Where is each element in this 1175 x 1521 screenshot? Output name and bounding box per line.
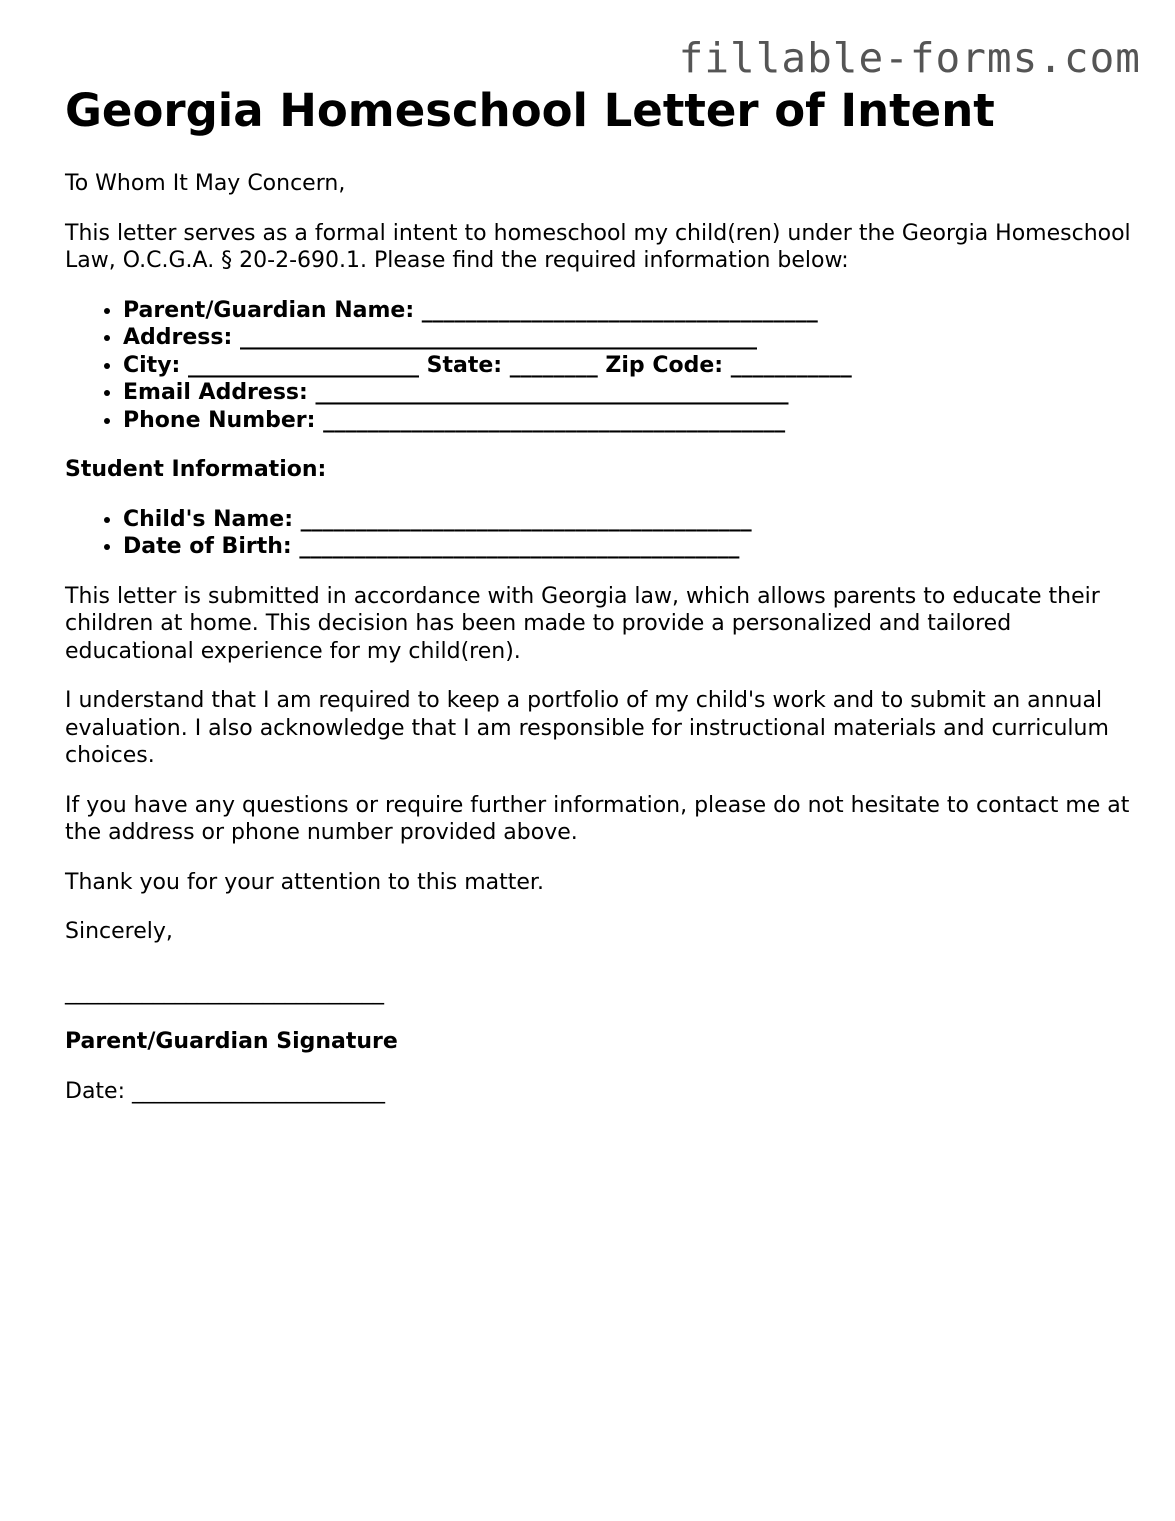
address-field[interactable]: • Address: _______________________________________________ xyxy=(123,324,1145,352)
email-field[interactable]: • Email Address: ___________________________________________ xyxy=(123,379,1145,407)
portfolio-paragraph: I understand that I am required to keep a portfolio of my child's work and to submit an annual evaluation. I also acknowledge that I am responsible for instructional materials and curriculum choices. xyxy=(65,688,1109,768)
date-field[interactable]: Date: _______________________ xyxy=(65,1078,385,1104)
greeting: To Whom It May Concern, xyxy=(65,171,346,196)
city-state-zip-field[interactable]: • City: _____________________ State: ________ Zip Code: ___________ xyxy=(123,352,1145,380)
date-of-birth-field[interactable]: • Date of Birth: ________________________________________ xyxy=(123,533,1145,561)
thank-you-paragraph: Thank you for your attention to this matter. xyxy=(65,869,544,895)
questions-paragraph: If you have any questions or require further information, please do not hesitate to contact me at the address or phone number provided above. xyxy=(65,792,1130,845)
signature-line[interactable]: _____________________________ xyxy=(65,979,384,1005)
accordance-paragraph: This letter is submitted in accordance with Georgia law, which allows parents to educate their children at home. This decision has been made to provide a personalized and tailored educational experience for my child(ren). xyxy=(65,583,1100,664)
page-title: Georgia Homeschool Letter of Intent xyxy=(65,84,995,137)
signature-label: Parent/Guardian Signature xyxy=(65,1029,398,1054)
child-name-field[interactable]: • Child's Name: _________________________________________ xyxy=(123,506,1145,534)
closing: Sincerely, xyxy=(65,919,173,944)
watermark: fillable-forms.com xyxy=(678,34,1141,82)
student-info-heading: Student Information: xyxy=(65,457,327,482)
parent-name-field[interactable]: • Parent/Guardian Name: ____________________________________ xyxy=(123,297,1145,325)
letter-body xyxy=(65,84,1145,1105)
parent-info-list xyxy=(65,297,1145,435)
intro-paragraph: This letter serves as a formal intent to homeschool my child(ren) under the Georgia Homeschool Law, O.C.G.A. § 20-2-690.1. Please find the required information below: xyxy=(65,220,1131,273)
student-info-list xyxy=(65,506,1145,561)
phone-field[interactable]: • Phone Number: __________________________________________ xyxy=(123,407,1145,435)
